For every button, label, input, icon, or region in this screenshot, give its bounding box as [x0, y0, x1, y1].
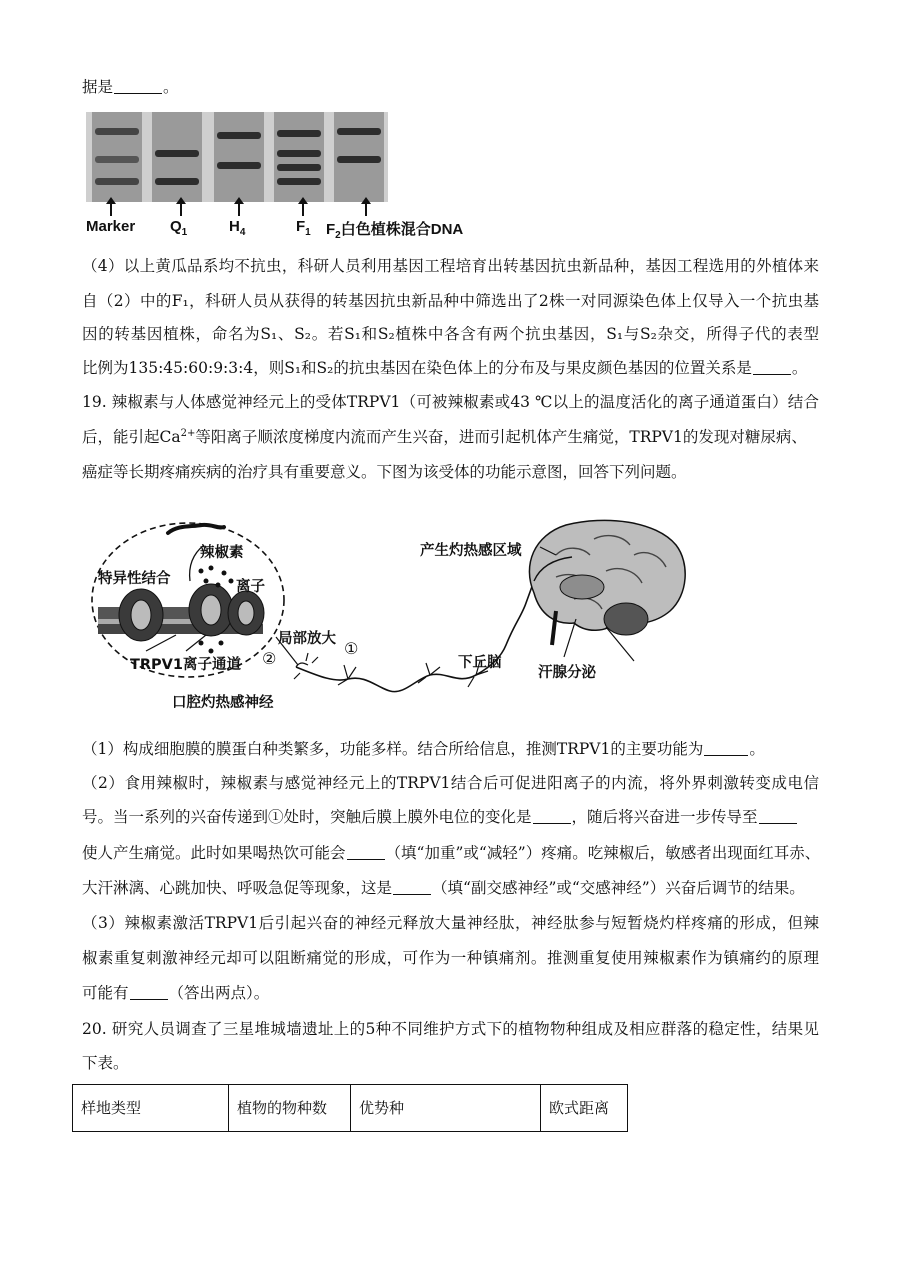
lane-marker	[92, 112, 142, 202]
arrow-f1	[302, 200, 304, 216]
label-h4: $H_4$	[229, 218, 246, 238]
q19-2-line-2: 号。当一系列的兴奋传递到①处时，突触后膜上膜外电位的变化是 ，随后将兴奋进一步传导至	[82, 806, 798, 828]
label-sweat: 汗腺分泌	[538, 665, 596, 681]
lane-h4	[214, 112, 264, 202]
answer-blank	[130, 984, 168, 1000]
label-f1: $F_1$	[296, 218, 311, 238]
label-capsaicin: 辣椒素	[200, 545, 244, 561]
label-oral-nerve: 口腔灼热感神经	[172, 695, 274, 711]
label-q1: $Q_1$	[170, 218, 188, 238]
answer-blank	[393, 879, 431, 895]
answer-blank	[753, 359, 791, 375]
label-circle-2: ②	[262, 649, 277, 668]
table-header-species-count: 植物的物种数	[229, 1085, 351, 1131]
results-table	[72, 1084, 628, 1132]
q20-line-2: 下表。	[82, 1054, 129, 1072]
table-header-plot-type: 样地类型	[73, 1085, 229, 1131]
gel-electrophoresis-image	[86, 112, 388, 202]
answer-blank	[347, 844, 385, 860]
trpv1-figure	[86, 515, 696, 710]
q18-4-line-2: 自（2）中的F₁，科研人员从获得的转基因抗虫新品种中筛选出了2株一对同源染色体上仅导入一个抗虫基	[82, 292, 819, 310]
q19-3-line-3: 可能有 （答出两点）。	[82, 984, 270, 1002]
label-marker: Marker	[86, 218, 136, 235]
q18-4-line-4: 比例为135:45:60:9:3:4，则S₁和S₂的抗虫基因在染色体上的分布及与果皮颜色基因的位置关系是 。	[82, 359, 808, 377]
answer-blank	[114, 78, 162, 94]
label-specific-binding: 特异性结合	[98, 571, 171, 587]
q20-line-1: 20. 研究人员调查了三星堆城墙遗址上的5种不同维护方式下的植物物种组成及相应群落的稳定性，结果见	[82, 1020, 819, 1038]
q19-1-line: （1）构成细胞膜的膜蛋白种类繁多，功能多样。结合所给信息，推测TRPV1的主要功能为 。	[82, 740, 765, 758]
label-trpv1-channel: TRPV1离子通道	[130, 657, 241, 673]
q19-3-line-2: 椒素重复刺激神经元却可以阻断痛觉的形成，可作为一种镇痛剂。推测重复使用辣椒素作为镇痛约的原理	[82, 949, 819, 967]
label-circle-1: ①	[344, 639, 359, 658]
arrow-h4	[238, 200, 240, 216]
label-ion: 离子	[236, 579, 265, 595]
q19-line-1: 19. 辣椒素与人体感觉神经元上的受体TRPV1（可被辣椒素或43 ℃以上的温度活化的离子通道蛋白）结合	[82, 393, 819, 411]
answer-blank	[704, 740, 748, 756]
q19-line-2: 后，能引起$Ca^{2+}$等阳离子顺浓度梯度内流而产生兴奋，进而引起机体产生痛觉，TRPV1的发现对糖尿病、	[82, 427, 807, 446]
answer-blank	[759, 808, 797, 824]
lane-f2	[334, 112, 384, 202]
arrow-q1	[180, 200, 182, 216]
answer-blank	[533, 808, 571, 824]
lane-q1	[152, 112, 202, 202]
label-local-zoom: 局部放大	[278, 631, 336, 647]
q19-2-line-4: 大汗淋漓、心跳加快、呼吸急促等现象，这是 （填“副交感神经”或“交感神经”）兴奋后调节的结果。	[82, 879, 805, 897]
q18-4-line-1: （4）以上黄瓜品系均不抗虫，科研人员利用基因工程培育出转基因抗虫新品种，基因工程选用的外植体来	[82, 257, 819, 275]
intro-line: 据是 。	[82, 78, 179, 96]
q19-2-line-3: 使人产生痛觉。此时如果喝热饮可能会 （填“加重”或“减轻”）疼痛。吃辣椒后，敏感者出现面红耳赤、	[82, 844, 821, 862]
q18-4-line-3: 因的转基因植株，命名为S₁、S₂。若S₁和S₂植株中各含有两个抗虫基因，S₁与S₂杂交，所得子代的表型	[82, 325, 819, 343]
arrow-marker	[110, 200, 112, 216]
q19-2-line-1: （2）食用辣椒时，辣椒素与感觉神经元上的TRPV1结合后可促进阳离子的内流，将外界刺激转变成电信	[82, 774, 819, 792]
label-hot-area: 产生灼热感区域	[420, 543, 522, 559]
label-hypothalamus: 下丘脑	[458, 655, 502, 671]
q19-3-line-1: （3）辣椒素激活TRPV1后引起兴奋的神经元释放大量神经肽，神经肽参与短暂烧灼样疼痛的形成，但辣	[82, 914, 819, 932]
table-header-euclidean-distance: 欧式距离	[549, 1099, 610, 1117]
table-header-dominant-species: 优势种	[351, 1085, 541, 1131]
lane-f1	[274, 112, 324, 202]
q19-line-3: 癌症等长期疼痛疾病的治疗具有重要意义。下图为该受体的功能示意图，回答下列问题。	[82, 463, 687, 481]
label-f2: $F_2$白色植株混合DNA	[326, 221, 464, 241]
arrow-f2	[365, 200, 367, 216]
trpv1-figure-drawing	[86, 515, 696, 710]
